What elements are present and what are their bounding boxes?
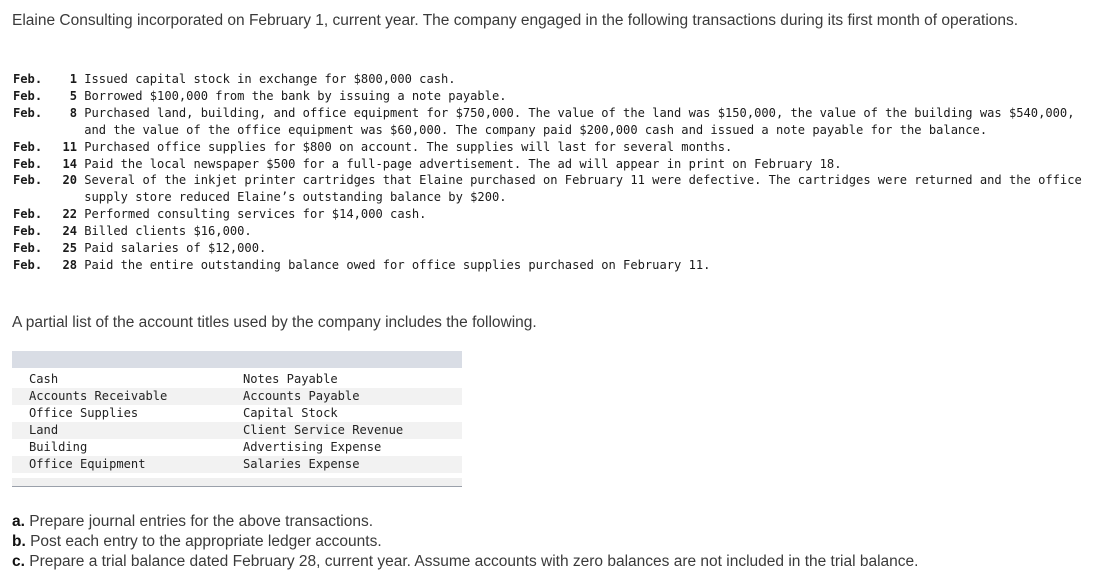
transaction-text: Paid salaries of $12,000. — [84, 241, 267, 256]
transaction-text: Billed clients $16,000. — [84, 224, 252, 239]
transaction-day: 8 — [69, 105, 77, 120]
transaction-text: Issued capital stock in exchange for $800,000 cash. — [84, 72, 456, 86]
task-letter: c. — [12, 553, 25, 570]
transaction-text: Purchased office supplies for $800 on account. The supplies will last for several months. — [84, 139, 733, 154]
table-row — [12, 388, 462, 405]
transaction-day: 5 — [69, 88, 77, 103]
transaction-row — [13, 172, 1083, 206]
transaction-text: Performed consulting services for $14,000 cash. — [84, 207, 427, 222]
transaction-text: Several of the inkjet printer cartridges that Elaine purchased on February 11 were defective. The cartridges were returned and the office supply store reduced Elaine’s outstanding balance by $200. — [84, 173, 1082, 205]
transaction-month: Feb. — [13, 241, 43, 256]
table-body — [12, 368, 462, 473]
transaction-month: Feb. — [13, 88, 43, 103]
transaction-text: Paid the local newspaper $500 for a full-page advertisement. The ad will appear in print on February 18. — [84, 156, 842, 171]
transaction-month: Feb. — [13, 224, 43, 239]
account-title-left: Land — [29, 423, 59, 437]
task-text: Prepare journal entries for the above transactions. — [29, 513, 374, 530]
task-letter: a. — [12, 513, 25, 530]
table-row — [12, 422, 462, 439]
transaction-day: 22 — [62, 207, 77, 222]
transaction-month: Feb. — [13, 105, 43, 120]
task-text: Prepare a trial balance dated February 28, current year. Assume accounts with zero balances are not included in the trial balance. — [29, 553, 919, 570]
task-text: Post each entry to the appropriate ledger accounts. — [30, 533, 382, 550]
transaction-day: 1 — [69, 72, 77, 86]
account-titles-table — [12, 351, 462, 486]
transaction-day: 14 — [62, 156, 77, 171]
transaction-day: 24 — [62, 224, 77, 239]
account-title-right: Notes Payable — [243, 372, 338, 386]
table-footer-bar — [12, 478, 462, 487]
transaction-month: Feb. — [13, 257, 43, 272]
transaction-row — [13, 88, 1083, 105]
account-title-right: Salaries Expense — [243, 457, 360, 471]
transaction-row — [13, 156, 1083, 173]
table-row — [12, 405, 462, 422]
transaction-text: Borrowed $100,000 from the bank by issuing a note payable. — [84, 88, 507, 103]
table-header-bar — [12, 351, 462, 368]
transaction-day: 11 — [62, 139, 77, 154]
account-title-left: Accounts Receivable — [29, 389, 168, 403]
table-row — [12, 439, 462, 456]
task-list — [12, 512, 1087, 572]
task-item — [12, 552, 1087, 572]
account-title-right: Client Service Revenue — [243, 423, 404, 437]
table-row — [12, 456, 462, 473]
transaction-month: Feb. — [13, 173, 43, 188]
account-title-right: Accounts Payable — [243, 389, 360, 403]
transaction-list — [13, 71, 1083, 274]
transaction-row — [13, 240, 1083, 257]
transaction-text: Purchased land, building, and office equipment for $750,000. The value of the land was $150,000, the value of the building was $540,000, and the value of the office equipment was $60,000. The company paid $200,000 cash and issued a note payable for the balance. — [84, 105, 1075, 137]
account-title-right: Advertising Expense — [243, 440, 382, 454]
transaction-day: 25 — [62, 241, 77, 256]
account-title-right: Capital Stock — [243, 406, 338, 420]
account-title-left: Cash — [29, 372, 59, 386]
account-title-left: Office Supplies — [29, 406, 139, 420]
task-item — [12, 532, 1087, 552]
transaction-month: Feb. — [13, 72, 43, 86]
transaction-text: Paid the entire outstanding balance owed for office supplies purchased on February 11. — [84, 257, 711, 272]
transaction-month: Feb. — [13, 156, 43, 171]
transaction-month: Feb. — [13, 139, 43, 154]
transaction-row — [13, 105, 1083, 139]
transaction-row — [13, 223, 1083, 240]
table-row — [12, 371, 462, 388]
transaction-row — [13, 139, 1083, 156]
transaction-day: 28 — [62, 257, 77, 272]
partial-list-intro: A partial list of the account titles used by the company includes the following. — [12, 314, 537, 331]
transaction-row — [13, 206, 1083, 223]
transaction-day: 20 — [62, 173, 77, 188]
transaction-month: Feb. — [13, 207, 43, 222]
transaction-row — [13, 71, 1083, 88]
account-title-left: Building — [29, 440, 88, 454]
intro-paragraph: Elaine Consulting incorporated on February 1, current year. The company engaged in the following transactions during its first month of operations. — [12, 12, 1019, 29]
task-letter: b. — [12, 533, 26, 550]
transaction-row — [13, 257, 1083, 274]
task-item — [12, 512, 1087, 532]
account-title-left: Office Equipment — [29, 457, 146, 471]
